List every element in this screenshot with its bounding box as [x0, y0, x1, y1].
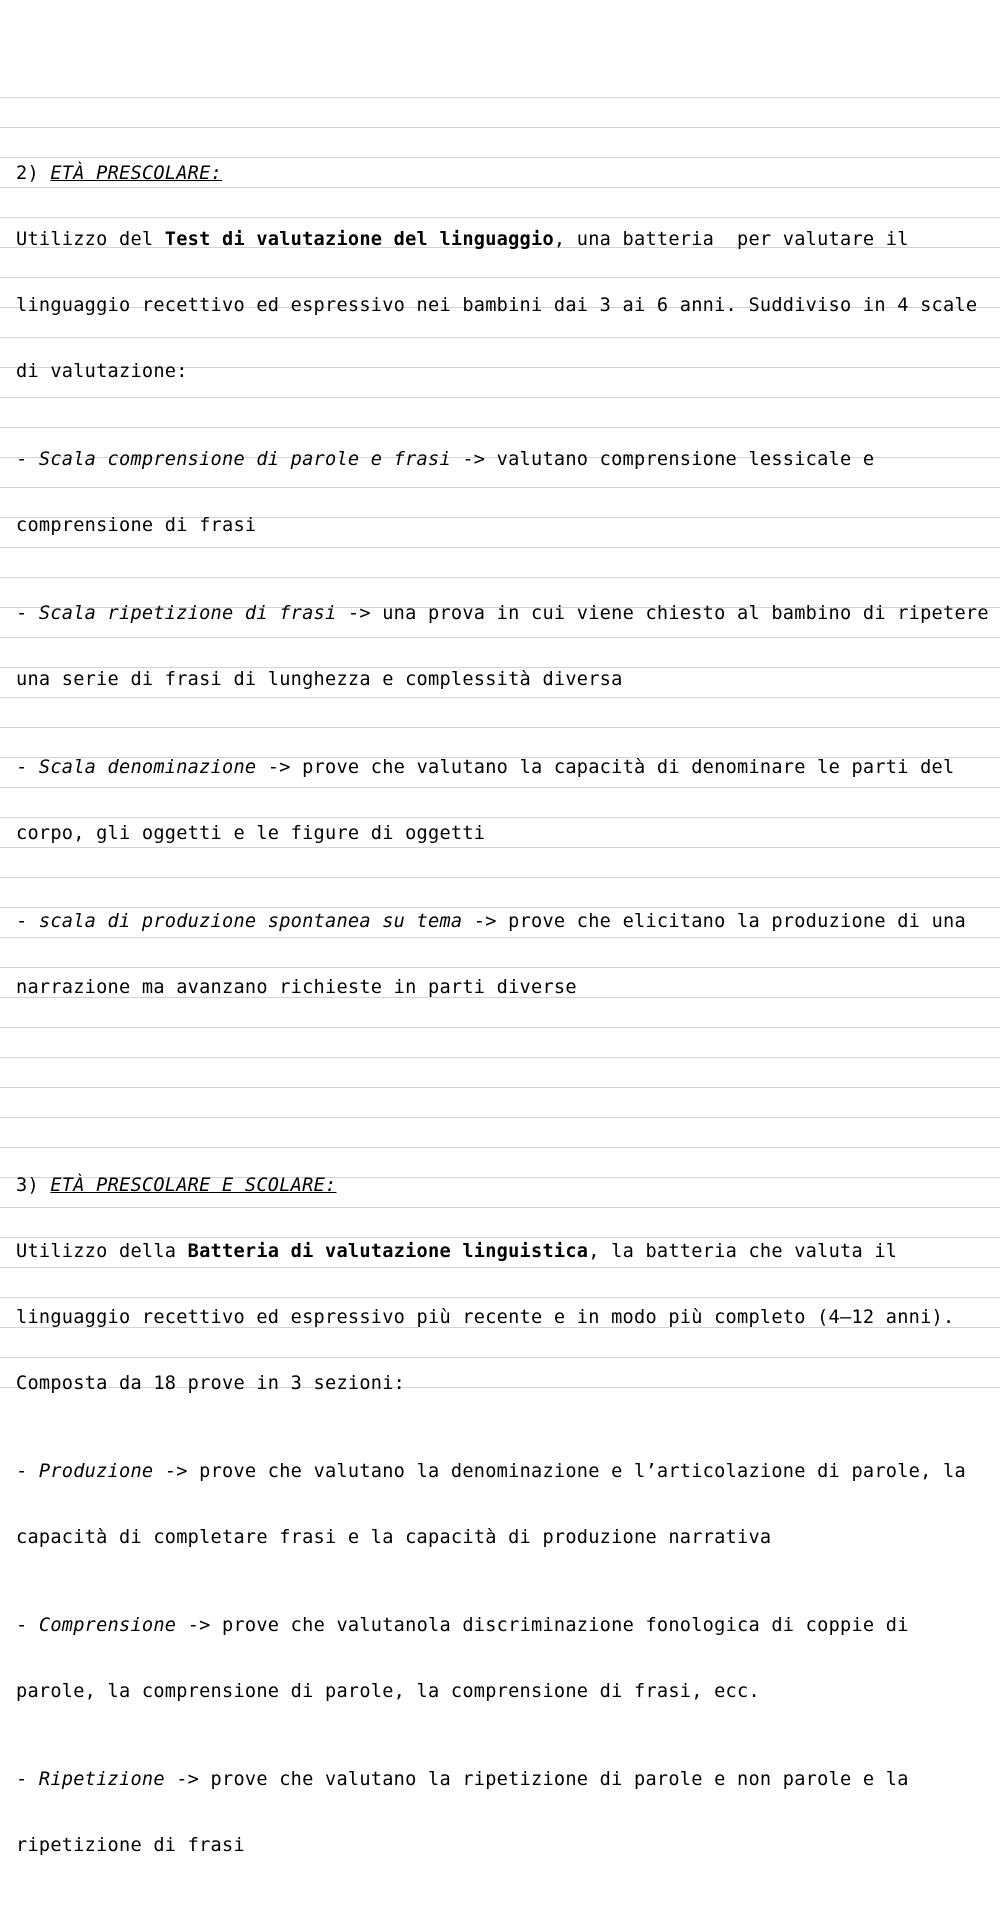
section-3-heading: 3) ETÀ PRESCOLARE E SCOLARE: [16, 1175, 337, 1196]
list-item-continuation: una serie di frasi di lunghezza e complessità diversa [16, 669, 623, 690]
battery-name: Batteria di valutazione linguistica [187, 1241, 589, 1262]
list-item-continuation: ripetizione di frasi [16, 1835, 245, 1856]
list-item: - Scala comprensione di parole e frasi -> valutano comprensione lessicale e [16, 449, 875, 470]
section-3-intro-line-1: Utilizzo della Batteria di valutazione linguistica, la batteria che valuta il [16, 1241, 898, 1262]
section-3-intro-line-3: Composta da 18 prove in 3 sezioni: [16, 1373, 406, 1394]
list-item-continuation: narrazione ma avanzano richieste in parti diverse [16, 977, 577, 998]
list-item: - Produzione -> prove che valutano la denominazione e l’articolazione di parole, la [16, 1461, 966, 1482]
test-name: Test di valutazione del linguaggio [164, 229, 554, 250]
list-item-continuation: comprensione di frasi [16, 515, 257, 536]
list-item-continuation: parole, la comprensione di parole, la comprensione di frasi, ecc. [16, 1681, 760, 1702]
section-2-intro-line-1: Utilizzo del Test di valutazione del linguaggio, una batteria per valutare il [16, 229, 909, 250]
list-item: - Comprensione -> prove che valutanola discriminazione fonologica di coppie di [16, 1615, 909, 1636]
list-item: - Ripetizione -> prove che valutano la ripetizione di parole e non parole e la [16, 1769, 909, 1790]
section-2-intro-line-3: di valutazione: [16, 361, 188, 382]
list-item-continuation: capacità di completare frasi e la capacità di produzione narrativa [16, 1527, 772, 1548]
document-body [16, 75, 1000, 1923]
section-2-intro-line-2: linguaggio recettivo ed espressivo nei bambini dai 3 ai 6 anni. Suddiviso in 4 scale [16, 295, 978, 316]
list-item: - Scala denominazione -> prove che valutano la capacità di denominare le parti del [16, 757, 955, 778]
list-item-continuation: corpo, gli oggetti e le figure di oggetti [16, 823, 486, 844]
blank-line [16, 1065, 1000, 1087]
list-item: - scala di produzione spontanea su tema -> prove che elicitano la produzione di una [16, 911, 966, 932]
section-2-heading: 2) ETÀ PRESCOLARE: [16, 163, 223, 184]
section-3-intro-line-2: linguaggio recettivo ed espressivo più recente e in modo più completo (4–12 anni). [16, 1307, 955, 1328]
section-3-title: ETÀ PRESCOLARE E SCOLARE: [50, 1175, 337, 1196]
section-2-title: ETÀ PRESCOLARE: [50, 163, 223, 184]
list-item: - Scala ripetizione di frasi -> una prova in cui viene chiesto al bambino di ripetere [16, 603, 989, 624]
